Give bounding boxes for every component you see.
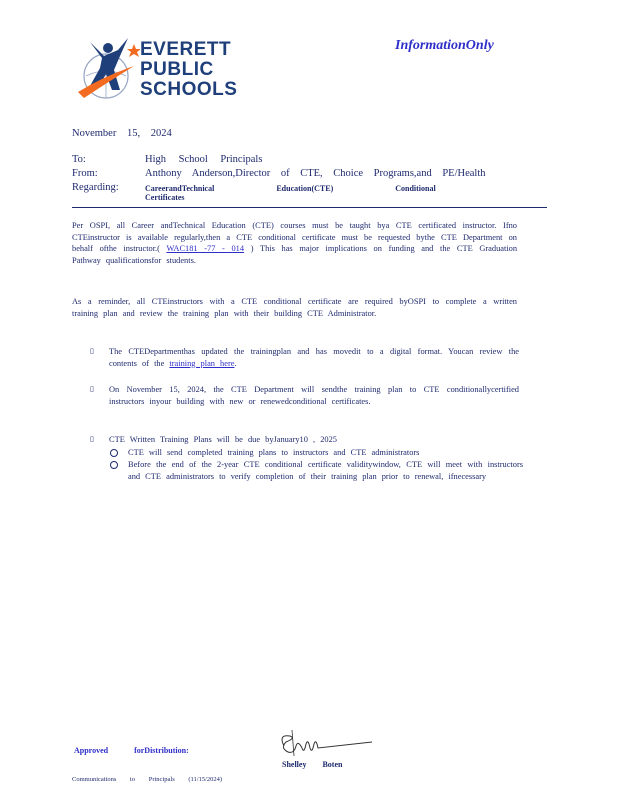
sub-item-text: CTE will send completed training plans to instructors and CTE administrators xyxy=(128,448,420,457)
signature-icon xyxy=(276,728,376,758)
bullet-icon: ▯ xyxy=(90,435,94,443)
sub-item-text: Before the end of the 2-year CTE conditional certificate validitywindow, CTE will meet with instructors and CTE administrators to verify completion of their training plan prior to renewal, ifnecessary xyxy=(128,460,523,481)
logo-text-public: PUBLIC xyxy=(140,59,214,80)
wac-link[interactable]: WAC181 -77 - 014 xyxy=(166,244,245,253)
information-only-label: InformationOnly xyxy=(395,38,494,53)
logo-text-everett: EVERETT xyxy=(140,39,232,60)
signer-name: Shelley Boten xyxy=(282,760,343,769)
circle-bullet-icon xyxy=(110,461,118,469)
training-plan-link[interactable]: training plan here xyxy=(169,358,235,368)
to-label: To: xyxy=(72,154,86,165)
logo-text-schools: SCHOOLS xyxy=(140,79,238,100)
bullet-icon: ▯ xyxy=(90,385,94,393)
bullet-icon: ▯ xyxy=(90,347,94,355)
footnote: Communications to Principals (11/15/2024) xyxy=(72,776,223,783)
from-label: From: xyxy=(72,168,98,179)
logo-figure-icon xyxy=(74,36,140,110)
memo-date: November 15, 2024 xyxy=(72,128,172,139)
regarding-value: CareerandTechnical Education(CTE) Conditional Certificates xyxy=(145,184,436,202)
header-divider xyxy=(72,207,547,208)
district-logo xyxy=(74,36,264,110)
bullet-text: The CTEDepartmenthas updated the trainingplan and has movedit to a digital format. Youcan review the contents of the xyxy=(109,347,519,368)
bullet-text-end: . xyxy=(234,358,237,368)
bullet-text: On November 15, 2024, the CTE Department will sendthe training plan to CTE conditionallycertified instructors inyour building with new or renewedconditional certificates. xyxy=(109,385,519,406)
paragraph-ospi-text-end: ) This has major implications on funding and the CTE Graduation Pathway qualificationsfor students. xyxy=(72,244,518,265)
to-value: High School Principals xyxy=(145,154,263,165)
regarding-label: Regarding: xyxy=(72,182,119,193)
approved-for-distribution-label: Approved forDistribution: xyxy=(74,746,189,755)
paragraph-ospi xyxy=(72,220,517,266)
paragraph-reminder: As a reminder, all CTEinstructors with a CTE conditional certificate are required byOSPI to complete a written training plan and review the training plan with their building CTE Administrator. xyxy=(72,297,517,318)
bullet-text: CTE Written Training Plans will be due byJanuary10 , 2025 xyxy=(109,435,337,444)
circle-bullet-icon xyxy=(110,449,118,457)
paragraph-ospi-text: Per OSPI, all Career andTechnical Education (CTE) courses must be taught bya CTE certificated instructor. Ifno CTEinstructor is available regularly,then a CTE conditional certificate must be requested bythe CTE Department on behalf ofthe instructor.( xyxy=(72,221,517,253)
from-value: Anthony Anderson,Director of CTE, Choice Programs,and PE/Health xyxy=(145,168,486,179)
